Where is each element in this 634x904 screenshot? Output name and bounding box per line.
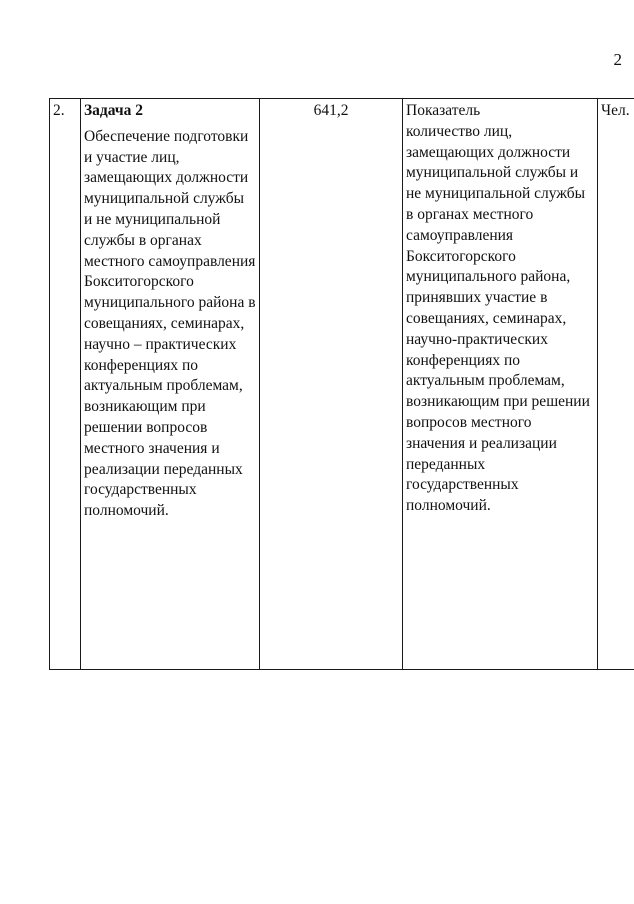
value-cell: 641,2 (260, 99, 403, 670)
indicator-text: Показатель количество лиц, замещающих должности муниципальной службы и не муниципальной службы в органах местного самоуправления Бокситогорского муниципального района, принявших участие в совещаниях, семинарах, научно-практических конференциях по актуальным проблемам, возникающим при решении вопросов местного значения и реализации переданных государственных полномочий. (406, 102, 590, 515)
unit-cell: Чел. (598, 99, 634, 670)
task-cell (81, 99, 260, 670)
task-description: Обеспечение подготовки и участие лиц, замещающих должности муниципальной службы и не муниципальной службы в органах местного самоуправления Бокситогорского муниципального района в совещаниях, семинарах, научно – практических конференциях по актуальным проблемам, возникающим при решении вопросов местного значения и реализации переданных государственных полномочий. (84, 127, 256, 520)
task-title: Задача 2 (84, 102, 144, 119)
program-table (49, 98, 634, 670)
page-number: 2 (613, 50, 622, 69)
row-number-cell: 2. (50, 99, 81, 670)
indicator-cell (403, 99, 598, 670)
table-row (50, 99, 634, 670)
